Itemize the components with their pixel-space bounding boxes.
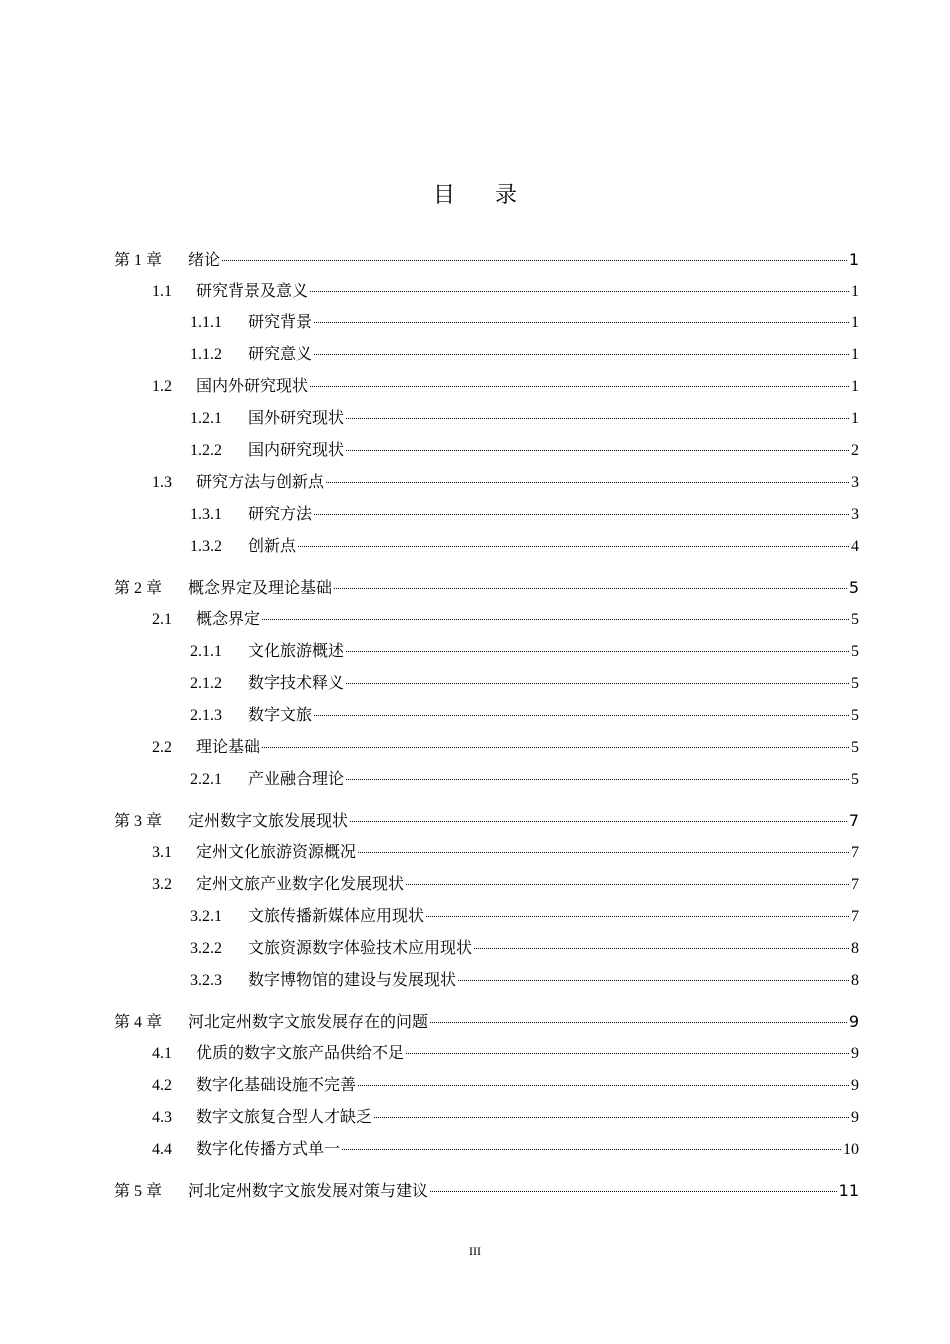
toc-entry-page: 5 <box>848 578 859 597</box>
toc-entry-number: 1.1.2 <box>190 346 222 363</box>
toc-entry-page: 9 <box>851 1045 859 1062</box>
toc-section-row[interactable] <box>152 281 859 303</box>
toc-entry-number: 2.2 <box>152 739 172 756</box>
toc-entry-title: 文旅传播新媒体应用现状 <box>248 908 425 925</box>
toc-leader-dots <box>358 1085 849 1086</box>
toc-leader-dots <box>458 980 849 981</box>
toc-entry-number: 2.2.1 <box>190 771 222 788</box>
toc-section-row[interactable] <box>152 472 859 494</box>
toc-entry-page: 1 <box>851 346 859 363</box>
toc-entry-number: 第 2 章 <box>114 580 163 597</box>
toc-entry-number: 2.1 <box>152 611 172 628</box>
toc-subsection-row[interactable] <box>190 673 859 695</box>
toc-entry-page: 3 <box>851 474 859 491</box>
toc-leader-dots <box>262 747 849 748</box>
toc-entry-title: 国内外研究现状 <box>196 378 309 395</box>
toc-leader-dots <box>346 651 849 652</box>
toc-entry-page: 5 <box>851 643 859 660</box>
toc-entry-number: 2.1.3 <box>190 707 222 724</box>
toc-leader-dots <box>310 386 849 387</box>
toc-entry-number: 第 3 章 <box>114 813 163 830</box>
toc-entry-number: 第 1 章 <box>114 252 163 269</box>
toc-entry-page: 8 <box>851 940 859 957</box>
toc-leader-dots <box>346 450 849 451</box>
toc-section-row[interactable] <box>152 376 859 398</box>
toc-entry-page: 9 <box>851 1109 859 1126</box>
toc-entry-title: 概念界定及理论基础 <box>188 578 333 597</box>
toc-chapter-row[interactable] <box>114 1180 859 1202</box>
toc-entry-number: 2.1.1 <box>190 643 222 660</box>
toc-entry-page: 11 <box>838 1181 859 1200</box>
toc-leader-dots <box>374 1117 849 1118</box>
toc-subsection-row[interactable] <box>190 641 859 663</box>
toc-entry-title: 创新点 <box>248 538 297 555</box>
toc-leader-dots <box>474 948 849 949</box>
toc-entry-title: 数字化基础设施不完善 <box>196 1077 357 1094</box>
toc-leader-dots <box>314 322 849 323</box>
toc-entry-title: 概念界定 <box>196 611 261 628</box>
toc-entry-title: 研究背景 <box>248 314 313 331</box>
toc-subsection-row[interactable] <box>190 504 859 526</box>
toc-entry-title: 定州文旅产业数字化发展现状 <box>196 876 405 893</box>
toc-entry-title: 产业融合理论 <box>248 771 345 788</box>
toc-entry-title: 国外研究现状 <box>248 410 345 427</box>
toc-entry-number: 1.3 <box>152 474 172 491</box>
toc-leader-dots <box>358 852 849 853</box>
toc-entry-page: 1 <box>851 283 859 300</box>
toc-entry-title: 文旅资源数字体验技术应用现状 <box>248 940 473 957</box>
toc-entry-number: 3.2.1 <box>190 908 222 925</box>
toc-leader-dots <box>406 1053 849 1054</box>
toc-leader-dots <box>342 1149 841 1150</box>
toc-section-row[interactable] <box>152 609 859 631</box>
toc-entry-title: 研究背景及意义 <box>196 283 309 300</box>
toc-subsection-row[interactable] <box>190 536 859 558</box>
toc-entry-page: 1 <box>851 378 859 395</box>
toc-entry-number: 4.3 <box>152 1109 172 1126</box>
toc-entry-page: 5 <box>851 739 859 756</box>
toc-entry-page: 5 <box>851 707 859 724</box>
toc-entry-page: 7 <box>848 811 859 830</box>
toc-subsection-row[interactable] <box>190 906 859 928</box>
toc-entry-number: 第 4 章 <box>114 1014 163 1031</box>
toc-entry-title: 研究意义 <box>248 346 313 363</box>
toc-chapter-row[interactable] <box>114 249 859 271</box>
toc-entry-page: 9 <box>851 1077 859 1094</box>
toc-section-row[interactable] <box>152 1075 859 1097</box>
toc-subsection-row[interactable] <box>190 769 859 791</box>
title-char-1: 目 <box>432 183 455 208</box>
toc-entry-page: 1 <box>851 314 859 331</box>
toc-entry-number: 3.2 <box>152 876 172 893</box>
toc-entry-number: 3.1 <box>152 844 172 861</box>
toc-entry-page: 5 <box>851 675 859 692</box>
toc-entry-title: 数字技术释义 <box>248 675 345 692</box>
toc-entry-title: 河北定州数字文旅发展存在的问题 <box>188 1012 429 1031</box>
toc-leader-dots <box>334 588 847 589</box>
toc-entry-page: 7 <box>851 844 859 861</box>
toc-entry-page: 1 <box>848 250 859 269</box>
toc-leader-dots <box>222 260 847 261</box>
toc-entry-page: 1 <box>851 410 859 427</box>
toc-entry-number: 1.1 <box>152 283 172 300</box>
toc-chapter-row[interactable] <box>114 577 859 599</box>
toc-section-row[interactable] <box>152 1107 859 1129</box>
toc-entry-page: 8 <box>851 972 859 989</box>
toc-entry-title: 数字文旅 <box>248 707 313 724</box>
title-char-2: 录 <box>495 183 518 208</box>
toc-entry-number: 1.2.2 <box>190 442 222 459</box>
toc-entry-title: 定州数字文旅发展现状 <box>188 811 349 830</box>
toc-leader-dots <box>346 418 849 419</box>
toc-leader-dots <box>430 1022 847 1023</box>
toc-entry-number: 3.2.3 <box>190 972 222 989</box>
toc-entry-title: 河北定州数字文旅发展对策与建议 <box>188 1181 429 1200</box>
toc-subsection-row[interactable] <box>190 408 859 430</box>
toc-entry-number: 1.2.1 <box>190 410 222 427</box>
toc-subsection-row[interactable] <box>190 938 859 960</box>
toc-entry-title: 文化旅游概述 <box>248 643 345 660</box>
toc-leader-dots <box>314 715 849 716</box>
toc-entry-page: 10 <box>843 1141 859 1158</box>
toc-entry-page: 5 <box>851 771 859 788</box>
toc-entry-title: 数字博物馆的建设与发展现状 <box>248 972 457 989</box>
toc-entry-number: 2.1.2 <box>190 675 222 692</box>
toc-leader-dots <box>350 821 847 822</box>
toc-entry-page: 5 <box>851 611 859 628</box>
toc-entry-title: 数字文旅复合型人才缺乏 <box>196 1109 373 1126</box>
toc-entry-number: 3.2.2 <box>190 940 222 957</box>
toc-leader-dots <box>426 916 849 917</box>
toc-entry-number: 4.4 <box>152 1141 172 1158</box>
toc-section-row[interactable] <box>152 737 859 759</box>
toc-entry-page: 7 <box>851 876 859 893</box>
toc-leader-dots <box>430 1191 837 1192</box>
toc-entry-number: 4.1 <box>152 1045 172 1062</box>
toc-section-row[interactable] <box>152 874 859 896</box>
toc-entry-number: 4.2 <box>152 1077 172 1094</box>
toc-leader-dots <box>346 683 849 684</box>
toc-section-row[interactable] <box>152 1139 859 1161</box>
toc-entry-page: 2 <box>851 442 859 459</box>
toc-entry-page: 3 <box>851 506 859 523</box>
toc-subsection-row[interactable] <box>190 440 859 462</box>
toc-entry-title: 理论基础 <box>196 739 261 756</box>
toc-entry-title: 研究方法与创新点 <box>196 474 325 491</box>
toc-subsection-row[interactable] <box>190 705 859 727</box>
toc-entry-title: 研究方法 <box>248 506 313 523</box>
toc-leader-dots <box>314 354 849 355</box>
toc-entry-number: 第 5 章 <box>114 1183 163 1200</box>
toc-subsection-row[interactable] <box>190 970 859 992</box>
toc-entry-title: 优质的数字文旅产品供给不足 <box>196 1045 405 1062</box>
toc-chapter-row[interactable] <box>114 810 859 832</box>
toc-entry-title: 国内研究现状 <box>248 442 345 459</box>
toc-entry-number: 1.2 <box>152 378 172 395</box>
toc-leader-dots <box>326 482 849 483</box>
toc-entry-title: 绪论 <box>188 250 221 269</box>
toc-leader-dots <box>310 291 849 292</box>
toc-entry-page: 7 <box>851 908 859 925</box>
toc-leader-dots <box>314 514 849 515</box>
toc-leader-dots <box>346 779 849 780</box>
toc-entry-number: 1.3.1 <box>190 506 222 523</box>
toc-entry-page: 9 <box>848 1012 859 1031</box>
toc-leader-dots <box>262 619 849 620</box>
toc-leader-dots <box>298 546 849 547</box>
toc-entry-title: 定州文化旅游资源概况 <box>196 844 357 861</box>
toc-entry-number: 1.3.2 <box>190 538 222 555</box>
toc-section-row[interactable] <box>152 1043 859 1065</box>
toc-entry-page: 4 <box>851 538 859 555</box>
toc-entry-number: 1.1.1 <box>190 314 222 331</box>
toc-chapter-row[interactable] <box>114 1011 859 1033</box>
toc-leader-dots <box>406 884 849 885</box>
page-number: III <box>469 1244 481 1258</box>
toc-section-row[interactable] <box>152 842 859 864</box>
toc-subsection-row[interactable] <box>190 344 859 366</box>
toc-entry-title: 数字化传播方式单一 <box>196 1141 341 1158</box>
toc-subsection-row[interactable] <box>190 312 859 334</box>
